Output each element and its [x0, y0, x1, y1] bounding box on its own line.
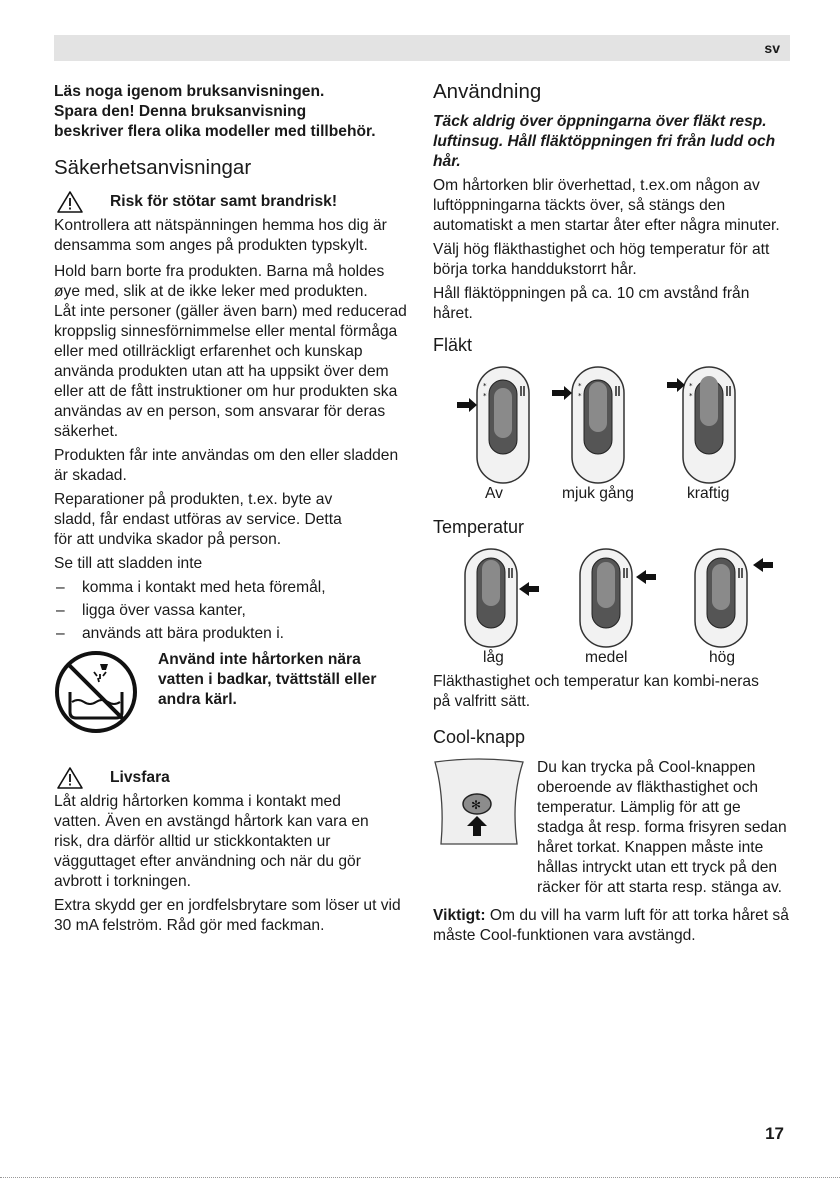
- hairdryer-switch-soft-illustration: [550, 366, 650, 484]
- list-item: – komma i kontakt med heta föremål,: [56, 579, 326, 596]
- important-label: Viktigt:: [433, 907, 486, 924]
- cool-button-title: Cool-knapp: [433, 727, 526, 747]
- hairdryer-switch-strong-illustration: [665, 366, 765, 484]
- left-column: [54, 80, 410, 940]
- paragraph: Låt inte personer (gäller även barn) med reducerad kroppslig sinnesförnimmelse eller mental förmåga eller med otillräckligt erfarenhet och kunskap använda produkten utan att ha uppsikt över dem eller att de fått instruktioner om hur produkten ska användas av en person, som ansvarar för deras säkerhet.: [54, 303, 407, 440]
- fan-title: Fläkt: [433, 335, 473, 355]
- temp-label-medium: medel: [585, 649, 628, 666]
- intro-text: [54, 82, 410, 142]
- important-paragraph: [433, 906, 790, 946]
- list-item-text: ligga över vassa kanter,: [82, 602, 246, 619]
- usage-note: Täck aldrig över öppningarna över fläkt resp. luftinsug. Håll fläktöppningen fri från ludd och hår.: [433, 113, 776, 170]
- temperature-low-illustration: [453, 548, 553, 648]
- paragraph: Se till att sladden inte: [54, 555, 203, 572]
- life-danger-text: Livsfara: [110, 769, 170, 786]
- list-item-text: används att bära produkten i.: [82, 625, 284, 642]
- paragraph: Håll fläktöppningen på ca. 10 cm avstånd från håret.: [433, 285, 750, 322]
- page-number: 17: [765, 1124, 784, 1143]
- warning-triangle-icon: [56, 190, 84, 214]
- right-column: [433, 80, 790, 950]
- svg-text:*: *: [483, 392, 487, 400]
- paragraph: Välj hög fläkthastighet och hög temperatur för att börja torka handdukstorrt hår.: [433, 241, 770, 278]
- temperature-labels: [433, 648, 790, 672]
- intro-line: Läs noga igenom bruksanvisningen.: [54, 83, 325, 100]
- list-item-text: komma i kontakt med heta föremål,: [82, 579, 326, 596]
- intro-line: Spara den! Denna bruksanvisning: [54, 103, 307, 120]
- fan-label-off: Av: [485, 485, 503, 502]
- fan-figure: [433, 366, 790, 484]
- warning-triangle-icon: [56, 766, 84, 790]
- svg-text:*: *: [578, 382, 582, 390]
- temperature-high-illustration: [683, 548, 783, 648]
- temp-label-high: hög: [709, 649, 736, 666]
- usage-title: Användning: [433, 80, 542, 103]
- svg-text:*: *: [483, 382, 487, 390]
- cool-button-illustration: [433, 758, 525, 850]
- intro-line: beskriver flera olika modeller med tillbehör.: [54, 123, 376, 140]
- temperature-medium-illustration: [568, 548, 668, 648]
- safety-title: Säkerhetsanvisningar: [54, 156, 252, 179]
- header-bar: [54, 35, 790, 61]
- temperature-figure: [433, 548, 790, 648]
- hairdryer-switch-off-illustration: [443, 366, 543, 484]
- life-danger-warning: [54, 768, 410, 792]
- paragraph: Om hårtorken blir överhettad, t.ex.om någon av luftöppningarna täckts över, så stängs den automatiskt a men startar åter efter några minuter.: [433, 177, 780, 234]
- svg-text:*: *: [689, 392, 693, 400]
- paragraph: Extra skydd ger en jordfelsbrytare som löser ut vid 30 mA felström. Råd gör med fackman.: [54, 897, 401, 934]
- svg-text:✻: ✻: [471, 798, 482, 812]
- paragraph: Produkten får inte användas om den eller sladden är skadad.: [54, 447, 399, 484]
- language-code: sv: [764, 40, 780, 56]
- no-water-icon: [54, 650, 138, 734]
- fan-label-strong: kraftig: [687, 485, 730, 502]
- list-item: – ligga över vassa kanter,: [56, 602, 246, 619]
- svg-text:*: *: [689, 382, 693, 390]
- cool-button-block: [433, 758, 790, 908]
- paragraph: Kontrollera att nätspänningen hemma hos dig är densamma som anges på produkten typskylt.: [54, 217, 387, 254]
- important-text: Om du vill ha varm luft för att torka håret så måste Cool-funktionen vara avstängd.: [433, 907, 789, 944]
- fan-labels: [433, 484, 790, 508]
- paragraph: Hold barn borte fra produkten. Barna må holdes øye med, slik at de ikke leker med produkten.: [54, 263, 385, 300]
- list-item: – används att bära produkten i.: [56, 625, 284, 642]
- temp-label-low: låg: [483, 649, 504, 666]
- water-warning-block: [54, 650, 410, 742]
- paragraph: Reparationer på produkten, t.ex. byte av sladd, får endast utföras av service. Detta för att undvika skador på person.: [54, 491, 342, 548]
- shock-warning: [54, 192, 410, 216]
- paragraph: Fläkthastighet och temperatur kan kombi-neras på valfritt sätt.: [433, 673, 759, 710]
- svg-text:*: *: [578, 392, 582, 400]
- page-edge-divider: [0, 1177, 840, 1178]
- cool-button-text: Du kan trycka på Cool-knappen oberoende av fläkthastighet och temperatur. Lämplig för att ge stadga åt resp. forma frisyren sedan håret torkat. Knappen måste inte hållas intryckt utan ett tryck på den räcker för att starta resp. stänga av.: [537, 759, 787, 896]
- fan-label-soft: mjuk gång: [562, 485, 634, 502]
- water-warning-text: Använd inte hårtorken nära vatten i badkar, tvättställ eller andra kärl.: [158, 651, 377, 708]
- temperature-title: Temperatur: [433, 517, 525, 537]
- paragraph: Låt aldrig hårtorken komma i kontakt med vatten. Även en avstängd hårtork kan vara en risk, dra därför alltid ur stickkontakten ur vägguttaget efter användning och när du gör avbrott i torkningen.: [54, 793, 369, 890]
- shock-warning-text: Risk för stötar samt brandrisk!: [110, 193, 338, 210]
